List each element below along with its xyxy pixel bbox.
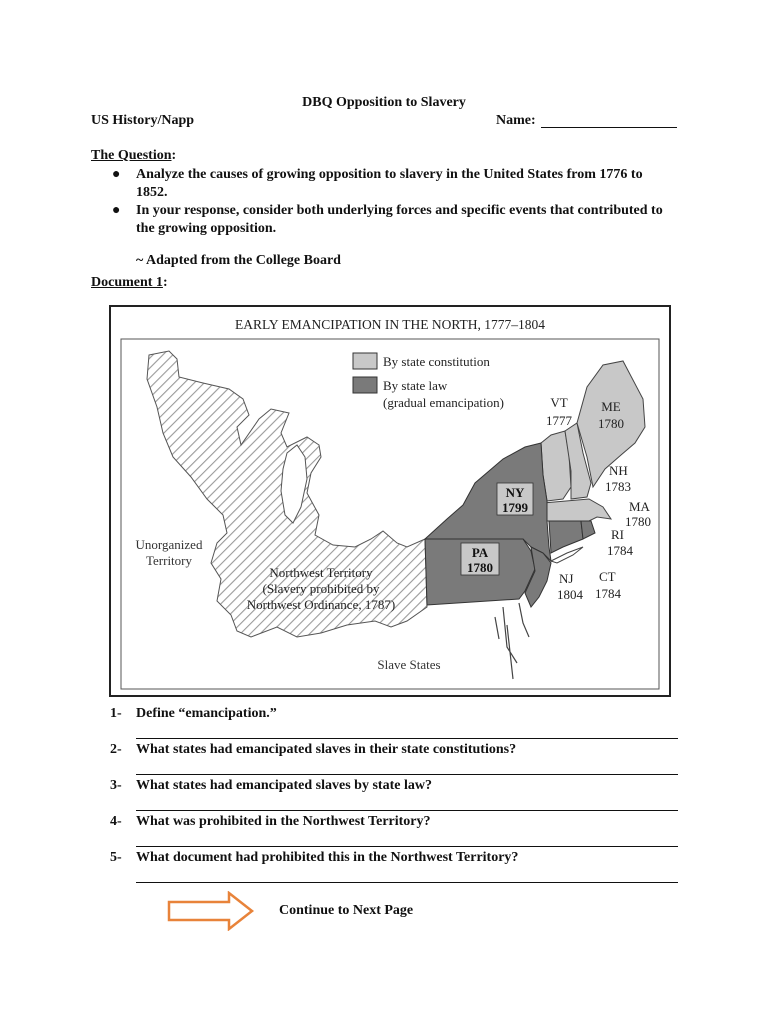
answer-line[interactable] — [136, 738, 678, 739]
bullet-dot-icon: ● — [112, 203, 121, 218]
question-text: What states had emancipated slaves in their state constitutions? — [136, 742, 517, 757]
legend-constitution-swatch — [353, 353, 377, 369]
slave-states-label: Slave States — [377, 657, 441, 672]
map-svg — [111, 307, 669, 695]
document-1-label-text: Document 1 — [91, 275, 163, 290]
pa-year: 1780 — [467, 560, 493, 575]
bullet-dot-icon: ● — [112, 167, 121, 182]
question-credit: ~ Adapted from the College Board — [136, 253, 341, 268]
question-text: What document had prohibited this in the Northwest Territory? — [136, 850, 519, 865]
northwest-label-3: Northwest Ordinance, 1787) — [246, 597, 396, 612]
ma-name: MA — [629, 499, 650, 514]
delaware-bay-line — [495, 603, 529, 679]
ct-year: 1784 — [595, 586, 621, 601]
emancipation-map — [109, 305, 671, 697]
legend-law-sublabel: (gradual emancipation) — [383, 395, 504, 410]
ny-year: 1799 — [502, 500, 528, 515]
me-year: 1780 — [598, 416, 624, 431]
legend-law-label: By state law — [383, 378, 448, 393]
question-number: 2- — [110, 742, 122, 757]
vt-year: 1777 — [546, 413, 572, 428]
legend-law-swatch — [353, 377, 377, 393]
question-heading — [91, 148, 176, 164]
question-item — [110, 850, 680, 886]
question-item — [110, 814, 680, 850]
me-name: ME — [601, 399, 621, 414]
question-heading-colon: : — [171, 148, 177, 163]
answer-line[interactable] — [136, 810, 678, 811]
question-bullet-2 — [110, 202, 670, 238]
question-number: 1- — [110, 706, 122, 721]
question-text: What was prohibited in the Northwest Territory? — [136, 814, 431, 829]
legend-constitution-label: By state constitution — [383, 354, 490, 369]
rhode-island-region — [581, 521, 595, 539]
nj-name: NJ — [559, 571, 574, 586]
continue-next-page[interactable]: Continue to Next Page — [279, 903, 414, 918]
unorganized-label-2: Territory — [145, 553, 193, 568]
vt-name: VT — [550, 395, 568, 410]
question-item — [110, 742, 680, 778]
question-item — [110, 778, 680, 814]
document-1-label — [91, 275, 168, 291]
massachusetts-region — [543, 499, 611, 521]
question-number: 5- — [110, 850, 122, 865]
pa-name: PA — [471, 545, 489, 560]
question-number: 4- — [110, 814, 122, 829]
course-label: US History/Napp — [91, 113, 195, 128]
ny-name: NY — [505, 485, 525, 500]
bullet-text: In your response, consider both underlying forces and specific events that contributed to the growing opposition. — [136, 203, 663, 236]
bullet-text: Analyze the causes of growing opposition to slavery in the United States from 1776 to 1852. — [136, 167, 643, 200]
ri-year: 1784 — [607, 543, 633, 558]
connecticut-region — [549, 521, 583, 553]
document-1-label-colon: : — [162, 275, 168, 290]
document-title: DBQ Opposition to Slavery — [302, 95, 466, 110]
answer-line[interactable] — [136, 774, 678, 775]
question-number: 3- — [110, 778, 122, 793]
northwest-label-1: Northwest Territory — [269, 565, 373, 580]
name-blank-line[interactable] — [541, 127, 677, 128]
ma-year: 1780 — [625, 514, 651, 529]
question-item — [110, 706, 680, 742]
nj-year: 1804 — [557, 587, 583, 602]
question-text: What states had emancipated slaves by state law? — [136, 778, 432, 793]
nh-name: NH — [609, 463, 628, 478]
answer-line[interactable] — [136, 882, 678, 883]
name-label: Name: — [496, 113, 536, 128]
ri-name: RI — [611, 527, 624, 542]
ct-name: CT — [599, 569, 616, 584]
right-arrow-icon — [167, 891, 255, 931]
nh-year: 1783 — [605, 479, 631, 494]
question-bullet-1 — [110, 166, 670, 202]
question-text: Define “emancipation.” — [136, 706, 277, 721]
map-title: EARLY EMANCIPATION IN THE NORTH, 1777–1804 — [234, 317, 546, 332]
question-heading-text: The Question — [91, 148, 172, 163]
northwest-label-2: (Slavery prohibited by — [262, 581, 380, 596]
question-list — [110, 706, 680, 886]
unorganized-label-1: Unorganized — [135, 537, 203, 552]
question-bullets — [110, 166, 670, 284]
answer-line[interactable] — [136, 846, 678, 847]
